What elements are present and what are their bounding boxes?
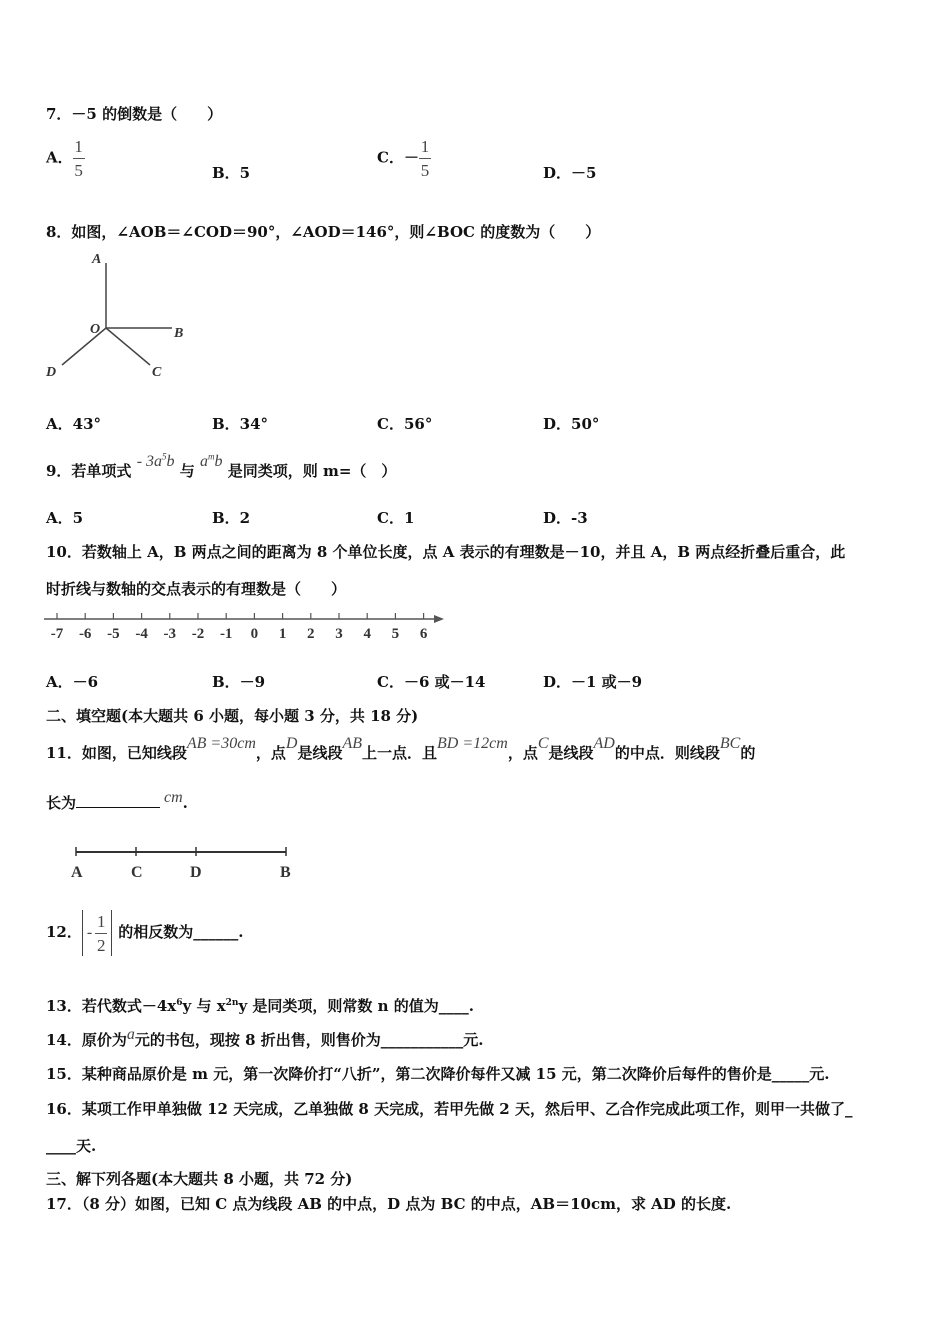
- number-line-label: 3: [335, 626, 343, 642]
- q11-text: 的中点．则线段: [614, 744, 720, 762]
- q7-option-a-fraction: [73, 138, 85, 179]
- label-b: B: [174, 326, 184, 341]
- q12-text-pre: 12．: [46, 923, 82, 941]
- q13-text: 13．若代数式－4x: [46, 997, 177, 1015]
- q11-text: 11．如图，已知线段: [46, 744, 187, 762]
- monomial-tail: b: [214, 453, 223, 470]
- q11-math-ad: AD: [593, 735, 615, 752]
- label-c: C: [152, 365, 162, 380]
- q12-absolute-value: [82, 910, 112, 956]
- q9-monomial-1: [137, 453, 175, 470]
- q11-segment-figure: [66, 842, 302, 888]
- q9-stem: [46, 451, 397, 481]
- q8-angle-figure: [40, 245, 200, 385]
- q10-stem-line1: 10．若数轴上 A，B 两点之间的距离为 8 个单位长度，点 A 表示的有理数是－10，并且 A，B 两点经折叠后重合，此: [46, 543, 846, 561]
- q9-option-d[interactable]: D．-3: [543, 509, 588, 527]
- q11-text: ，点: [507, 744, 538, 762]
- q16-stem-line2: ____天.: [46, 1137, 97, 1155]
- q8-stem: 8．如图，∠AOB＝∠COD＝90°，∠AOD＝146°，则∠BOC 的度数为（ ）: [46, 223, 601, 241]
- number-line-label: 1: [278, 626, 287, 642]
- q11-math-bc: BC: [719, 735, 741, 752]
- section-2-heading: 二、填空题(本大题共 6 小题，每小题 3 分，共 18 分): [46, 707, 419, 725]
- q8-option-d[interactable]: D．50°: [543, 415, 600, 433]
- q11-text: 是线段: [297, 744, 343, 762]
- label-o: O: [90, 322, 101, 337]
- q15-stem: 15．某种商品原价是 m 元，第一次降价打“八折”，第二次降价每件又减 15 元，第二次降价后每件的售价是_____元.: [46, 1065, 830, 1083]
- number-line-label: -3: [163, 626, 177, 642]
- q11-math-c: C: [537, 735, 549, 752]
- q10-option-a[interactable]: A．－6: [46, 673, 99, 691]
- fraction-denominator: 5: [420, 161, 430, 180]
- q7-option-c[interactable]: [377, 138, 431, 179]
- number-line-label: -6: [78, 626, 92, 642]
- q10-number-line: [40, 608, 450, 648]
- monomial-tail: b: [166, 453, 175, 470]
- monomial-exponent: m: [208, 451, 215, 462]
- fraction-numerator: 1: [96, 911, 106, 931]
- label-c: C: [131, 864, 143, 881]
- fraction-numerator: 1: [420, 137, 430, 156]
- q12-sign: -: [86, 924, 93, 941]
- q14-math-a: a: [126, 1026, 135, 1043]
- q9-text-pre: 9．若单项式: [46, 462, 132, 480]
- q7-option-c-label: C．－: [377, 148, 419, 167]
- q11-text: .: [182, 794, 188, 812]
- number-line-label: -4: [135, 626, 148, 642]
- number-line-label: 0: [250, 626, 259, 642]
- q10-stem-line2: 时折线与数轴的交点表示的有理数是（ ）: [46, 580, 347, 598]
- q11-text: 是线段: [548, 744, 594, 762]
- q12-stem: [46, 910, 243, 956]
- q7-option-a[interactable]: [46, 138, 85, 179]
- label-a: A: [92, 252, 102, 267]
- number-line-label: 4: [363, 626, 371, 642]
- q10-option-b[interactable]: B．－9: [212, 673, 266, 691]
- number-line-label: 2: [307, 626, 315, 642]
- q10-option-d[interactable]: D．－1 或－9: [543, 673, 643, 691]
- q8-option-a[interactable]: A．43°: [46, 415, 102, 433]
- q7-stem: 7．－5 的倒数是（ ）: [46, 105, 223, 123]
- q14-text: 14．原价为: [46, 1031, 127, 1049]
- q13-stem: [46, 995, 474, 1016]
- number-line-label: -1: [219, 626, 233, 642]
- q7-option-d[interactable]: D．－5: [543, 164, 597, 182]
- number-line-label: 5: [391, 626, 400, 642]
- monomial-base: a: [200, 453, 208, 470]
- number-line-label: -2: [191, 626, 205, 642]
- label-d: D: [46, 365, 57, 380]
- fraction-bar: [419, 158, 431, 159]
- q11-answer-blank[interactable]: [76, 793, 160, 808]
- q11-stem-line1: [46, 735, 906, 763]
- fraction-numerator: 1: [74, 137, 83, 156]
- q12-fraction: [95, 913, 107, 954]
- q9-text-mid: 与: [179, 462, 195, 480]
- q8-option-c[interactable]: C．56°: [377, 415, 433, 433]
- q11-text: ，点: [255, 744, 286, 762]
- q17-stem: 17．（8 分）如图，已知 C 点为线段 AB 的中点，D 点为 BC 的中点，AB＝10cm，求 AD 的长度.: [46, 1195, 732, 1213]
- fraction-bar: [73, 158, 85, 159]
- fraction-denominator: 2: [96, 935, 106, 955]
- q7-option-a-label: A．: [46, 148, 73, 167]
- q7-option-c-fraction: [419, 138, 431, 179]
- q11-math-d: D: [285, 735, 298, 752]
- q8-option-b[interactable]: B．34°: [212, 415, 269, 433]
- q13-text: y 与 x: [182, 997, 226, 1015]
- fraction-bar: [95, 933, 107, 934]
- label-a: A: [71, 864, 83, 881]
- q14-text: 元的书包，现按 8 折出售，则售价为___________元.: [134, 1031, 484, 1049]
- q7-option-b[interactable]: B．5: [212, 164, 251, 182]
- label-d: D: [190, 864, 202, 881]
- q10-option-c[interactable]: C．－6 或－14: [377, 673, 486, 691]
- q11-text: 的: [740, 744, 756, 762]
- fraction-denominator: 5: [74, 161, 83, 180]
- q13-exponent-6: 6: [176, 998, 183, 1008]
- q12-text-post: 的相反数为______.: [118, 923, 244, 941]
- q9-text-post: 是同类项，则 m=（ ）: [227, 462, 397, 480]
- q13-exponent-2n: 2n: [225, 998, 239, 1008]
- q13-text: y 是同类项，则常数 n 的值为____.: [238, 997, 474, 1015]
- q11-math-bd: BD =12cm: [437, 735, 508, 752]
- q11-math-ab-2: AB: [342, 735, 363, 752]
- number-line-label: -7: [50, 626, 64, 642]
- q16-stem-line1: 16．某项工作甲单独做 12 天完成，乙单独做 8 天完成，若甲先做 2 天，然后甲、乙合作完成此项工作，则甲一共做了_: [46, 1100, 853, 1118]
- ray-oc: [106, 328, 150, 365]
- q11-stem-line2: [46, 789, 188, 813]
- q11-unit-cm: cm: [164, 789, 183, 806]
- q11-math-ab: AB =30cm: [186, 735, 256, 752]
- number-line-label: 6: [419, 626, 428, 642]
- number-line-label: -5: [107, 626, 120, 642]
- monomial-exponent: 5: [162, 451, 167, 462]
- number-line-arrow: [434, 615, 444, 623]
- q14-stem: [46, 1026, 484, 1050]
- section-3-heading: 三、解下列各题(本大题共 8 小题，共 72 分): [46, 1170, 353, 1188]
- q9-monomial-2: [200, 453, 223, 470]
- q9-option-c[interactable]: C．1: [377, 509, 415, 527]
- q11-text: 上一点．且: [362, 744, 438, 762]
- monomial-base: - 3a: [136, 453, 163, 470]
- q11-text: 长为: [46, 794, 77, 812]
- q9-option-b[interactable]: B．2: [212, 509, 251, 527]
- label-b: B: [280, 864, 291, 881]
- q9-option-a[interactable]: A．5: [46, 509, 84, 527]
